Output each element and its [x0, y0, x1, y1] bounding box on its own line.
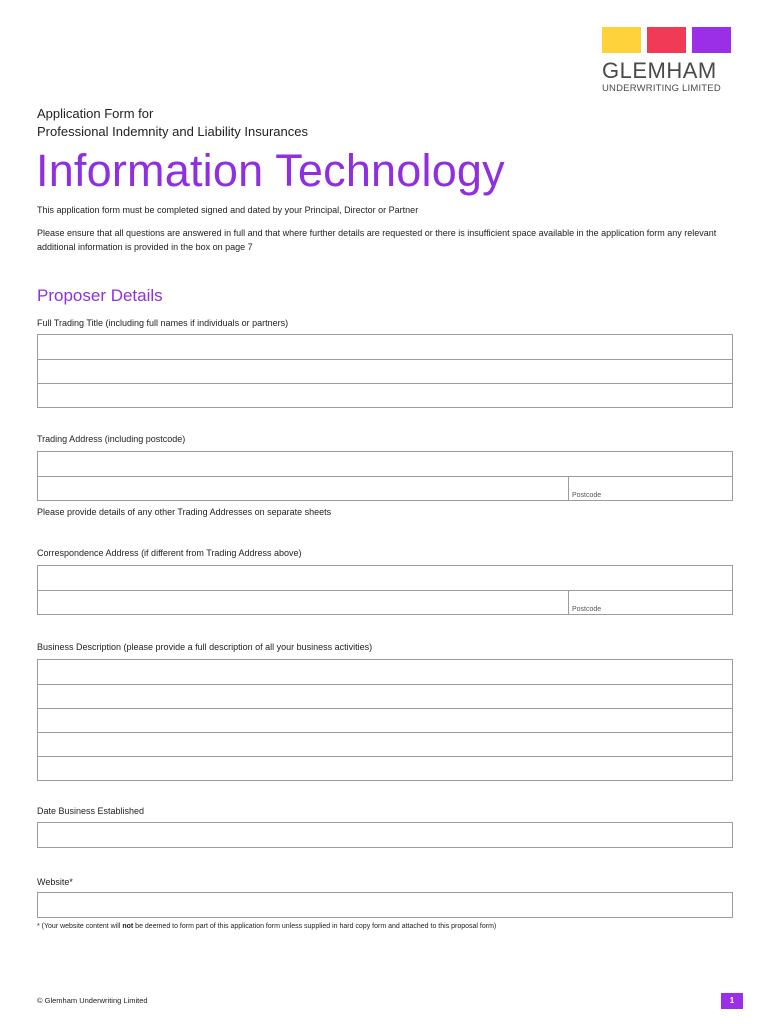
footer-copyright: © Glemham Underwriting Limited	[37, 996, 148, 1005]
trading-title-line-2[interactable]	[38, 359, 732, 383]
website-footnote	[37, 923, 496, 930]
trading-title-line-1[interactable]	[38, 335, 732, 359]
form-subtitle	[37, 105, 308, 141]
business-description-line-2[interactable]	[38, 684, 732, 708]
website-line[interactable]	[38, 893, 732, 917]
intro-text-2: Please ensure that all questions are answered in full and that where further details are requested or there is insufficient space available in the application form any relevant additional information is provided in the box on page 7	[37, 228, 717, 252]
logo-square-red	[647, 27, 686, 53]
logo-name: GLEMHAM	[602, 58, 717, 83]
subtitle-line-1: Application Form for	[37, 106, 154, 121]
correspondence-address-line-2[interactable]	[38, 590, 732, 614]
trading-address-field[interactable]	[37, 451, 733, 501]
postcode-label: Postcode	[572, 492, 602, 499]
other-addresses-note: Please provide details of any other Trading Addresses on separate sheets	[37, 507, 332, 517]
logo-square-yellow	[602, 27, 641, 53]
company-logo	[602, 27, 736, 94]
footnote-suffix: be deemed to form part of this application form unless supplied in hard copy form and attached to this proposal form)	[133, 923, 497, 930]
logo-subtitle: UNDERWRITING LIMITED	[602, 83, 721, 94]
trading-address-line-2[interactable]	[38, 476, 732, 500]
website-label: Website*	[37, 877, 73, 887]
trading-postcode-field[interactable]	[568, 477, 732, 500]
logo-square-purple	[692, 27, 731, 53]
business-description-line-5[interactable]	[38, 756, 732, 780]
logo-squares	[602, 27, 736, 53]
section-title-proposer: Proposer Details	[37, 286, 163, 305]
business-description-field[interactable]	[37, 659, 733, 781]
business-description-line-3[interactable]	[38, 708, 732, 732]
business-description-line-1[interactable]	[38, 660, 732, 684]
website-field[interactable]	[37, 892, 733, 918]
business-description-line-4[interactable]	[38, 732, 732, 756]
page-number: 1	[721, 993, 743, 1009]
footnote-prefix: * (Your website content will	[37, 923, 123, 930]
date-established-field[interactable]	[37, 822, 733, 848]
trading-title-line-3[interactable]	[38, 383, 732, 407]
intro-text-1: This application form must be completed signed and dated by your Principal, Director or Partner	[37, 205, 419, 215]
trading-title-field[interactable]	[37, 334, 733, 408]
correspondence-address-label: Correspondence Address (if different from Trading Address above)	[37, 548, 302, 558]
trading-title-label: Full Trading Title (including full names if individuals or partners)	[37, 318, 289, 328]
business-description-label: Business Description (please provide a full description of all your business activities)	[37, 642, 373, 652]
trading-address-label: Trading Address (including postcode)	[37, 434, 186, 444]
correspondence-address-field[interactable]	[37, 565, 733, 615]
date-established-line[interactable]	[38, 823, 732, 847]
page-title: Information Technology	[36, 145, 505, 196]
trading-address-line-1[interactable]	[38, 452, 732, 476]
correspondence-address-line-1[interactable]	[38, 566, 732, 590]
postcode-label: Postcode	[572, 606, 602, 613]
footnote-bold: not	[122, 923, 134, 930]
subtitle-line-2: Professional Indemnity and Liability Insurances	[37, 124, 308, 139]
correspondence-postcode-field[interactable]	[568, 591, 732, 614]
date-established-label: Date Business Established	[37, 806, 145, 816]
